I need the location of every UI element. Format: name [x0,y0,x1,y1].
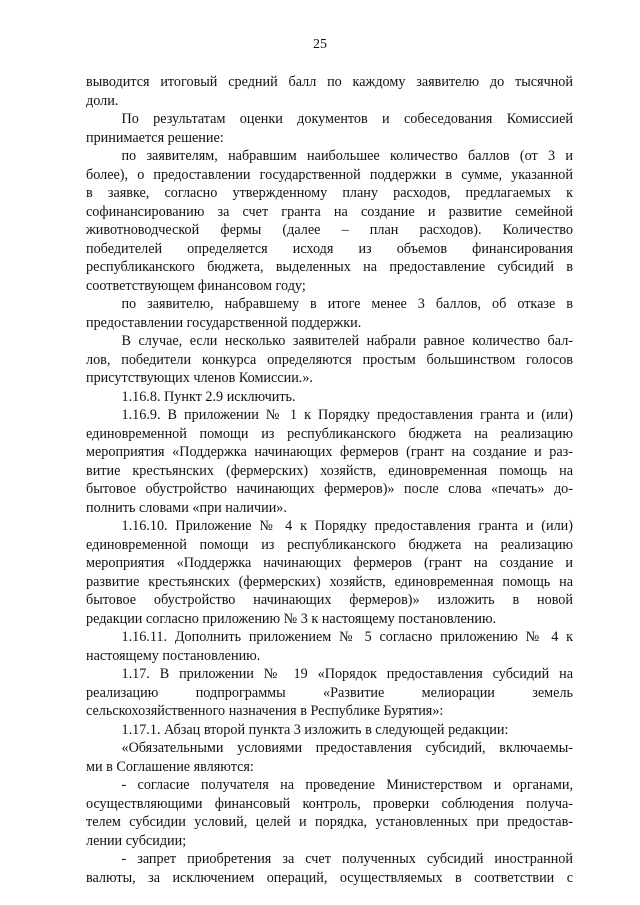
text-line: мероприятия «Поддержка начинающих фермеров (грант на создание и раз- [86,444,573,460]
text-line: По результатам оценки документов и собеседования Комиссией [86,111,573,127]
text-line: сельскохозяйственного назначения в Республике Бурятия»: [86,703,444,719]
paragraph [86,665,573,721]
text-line: присутствующих членов Комиссии.». [86,370,313,386]
paragraph [86,388,573,407]
text-line: лов, победители конкурса определяются простым большинством голосов [86,351,573,368]
text-line: В случае, если несколько заявителей набрали равное количество бал- [86,333,573,349]
body-text [86,73,573,887]
text-line: более), о предоставлении государственной поддержки в сумме, указанной [86,166,573,183]
paragraph [86,406,573,517]
text-line: - запрет приобретения за счет полученных субсидий иностранной [86,851,573,867]
text-line: развитие крестьянских (фермерских) хозяйств, единовременная помощь на [86,573,573,590]
text-line: животноводческой фермы (далее – план расходов). Количество [86,222,573,238]
paragraph [86,110,573,147]
text-line: редакции согласно приложению № 3 к настоящему постановлению. [86,610,497,627]
text-line: республиканского бюджета, выделенных на предоставление субсидий в [86,259,573,275]
paragraph [86,147,573,295]
text-line: по заявителям, набравшим наибольшее количество баллов (от 3 и [86,148,573,164]
text-line: осуществляющими финансовый контроль, проверки соблюдения получа- [86,795,573,812]
text-line: ми в Соглашение являются: [86,758,254,775]
text-line: настоящему постановлению. [86,647,261,664]
text-line: 1.17. В приложении № 19 «Порядок предоставления субсидий на [86,666,573,682]
text-line: принимается решение: [86,129,224,146]
text-line: бытовое обустройство начинающих фермеров)» после слова «печать» до- [86,481,573,497]
text-line: единовременной помощи из республиканского бюджета на реализацию [86,536,573,553]
text-line: доли. [86,92,119,109]
text-line: 1.17.1. Абзац второй пункта 3 изложить в следующей редакции: [86,721,509,738]
paragraph [86,739,573,776]
paragraph [86,628,573,665]
text-line: софинансированию за счет гранта на создание и развитие семейной [86,203,573,220]
paragraph [86,332,573,388]
text-line: полнить словами «при наличии». [86,499,287,516]
text-line: в заявке, согласно утвержденному плану расходов, предлагаемых к [86,185,573,201]
paragraph [86,295,573,332]
text-line: телем субсидии условий, целей и порядка, установленных при предостав- [86,814,573,830]
text-line: мероприятия «Поддержка начинающих фермеров (грант на создание и [86,555,573,571]
page-number: 25 [313,37,327,52]
text-line: 1.16.10. Приложение № 4 к Порядку предоставления гранта и (или) [86,518,573,534]
text-line: по заявителю, набравшему в итоге менее 3 баллов, об отказе в [86,296,573,312]
text-line: соответствующем финансовом году; [86,277,306,294]
text-line: валюты, за исключением операций, осуществляемых в соответствии с [86,869,573,886]
text-line: единовременной помощи из республиканского бюджета на реализацию [86,425,573,442]
text-line: победителей определяется исходя из объемов финансирования [86,240,573,257]
paragraph [86,73,573,110]
paragraph [86,776,573,850]
paragraph [86,517,573,628]
text-line: - согласие получателя на проведение Министерством и органами, [86,777,573,793]
text-line: 1.16.9. В приложении № 1 к Порядку предоставления гранта и (или) [86,407,573,423]
text-line: 1.16.8. Пункт 2.9 исключить. [86,388,296,405]
text-line: лении субсидии; [86,832,187,849]
text-line: предоставлении государственной поддержки. [86,314,362,331]
paragraph [86,721,573,740]
text-line: реализацию подпрограммы «Развитие мелиорации земель [86,684,573,701]
text-line: бытовое обустройство начинающих фермеров)» изложить в новой [86,592,573,608]
paragraph [86,850,573,887]
text-line: выводится итоговый средний балл по каждому заявителю до тысячной [86,74,573,90]
text-line: витие крестьянских (фермерских) хозяйств, единовременная помощь на [86,462,573,479]
text-line: «Обязательными условиями предоставления субсидий, включаемы- [86,740,573,756]
text-line: 1.16.11. Дополнить приложением № 5 согласно приложению № 4 к [86,629,573,645]
